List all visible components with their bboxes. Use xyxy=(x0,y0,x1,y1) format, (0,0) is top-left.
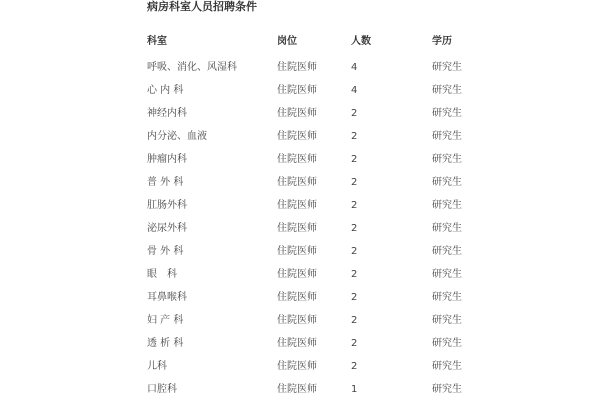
cell-department: 口腔科 xyxy=(147,384,177,395)
cell-position: 住院医师 xyxy=(277,361,317,372)
table-row xyxy=(0,152,600,168)
cell-position: 住院医师 xyxy=(277,246,317,257)
page-title: 病房科室人员招聘条件 xyxy=(147,0,257,13)
cell-position: 住院医师 xyxy=(277,154,317,165)
cell-department: 泌尿外科 xyxy=(147,223,187,234)
table-row xyxy=(0,60,600,76)
header-department: 科室 xyxy=(147,36,167,47)
table-row xyxy=(0,198,600,214)
cell-position: 住院医师 xyxy=(277,338,317,349)
cell-department: 神经内科 xyxy=(147,108,187,119)
cell-education: 研究生 xyxy=(432,108,462,119)
cell-education: 研究生 xyxy=(432,292,462,303)
cell-education: 研究生 xyxy=(432,154,462,165)
cell-count: 2 xyxy=(351,131,358,142)
cell-count: 4 xyxy=(351,62,358,73)
header-count: 人数 xyxy=(351,36,371,47)
table-row xyxy=(0,313,600,329)
cell-count: 2 xyxy=(351,361,358,372)
cell-count: 2 xyxy=(351,200,358,211)
cell-position: 住院医师 xyxy=(277,85,317,96)
cell-department: 妇 产 科 xyxy=(147,315,184,326)
cell-department: 肛肠外科 xyxy=(147,200,187,211)
cell-education: 研究生 xyxy=(432,338,462,349)
cell-position: 住院医师 xyxy=(277,131,317,142)
cell-department: 普 外 科 xyxy=(147,177,184,188)
cell-education: 研究生 xyxy=(432,200,462,211)
cell-department: 心 内 科 xyxy=(147,85,184,96)
cell-education: 研究生 xyxy=(432,177,462,188)
cell-education: 研究生 xyxy=(432,315,462,326)
cell-education: 研究生 xyxy=(432,269,462,280)
cell-count: 2 xyxy=(351,315,358,326)
cell-education: 研究生 xyxy=(432,62,462,73)
cell-department: 骨 外 科 xyxy=(147,246,184,257)
cell-position: 住院医师 xyxy=(277,384,317,395)
cell-education: 研究生 xyxy=(432,223,462,234)
cell-count: 2 xyxy=(351,338,358,349)
cell-count: 2 xyxy=(351,269,358,280)
cell-department: 内分泌、血液 xyxy=(147,131,207,142)
table-header xyxy=(0,34,600,50)
table-row xyxy=(0,106,600,122)
cell-position: 住院医师 xyxy=(277,223,317,234)
table-row xyxy=(0,359,600,375)
table-row xyxy=(0,221,600,237)
cell-position: 住院医师 xyxy=(277,315,317,326)
table-row xyxy=(0,175,600,191)
cell-count: 4 xyxy=(351,85,358,96)
header-position: 岗位 xyxy=(277,36,297,47)
cell-education: 研究生 xyxy=(432,246,462,257)
cell-count: 2 xyxy=(351,223,358,234)
cell-department: 眼 科 xyxy=(147,269,177,280)
cell-education: 研究生 xyxy=(432,85,462,96)
cell-count: 2 xyxy=(351,108,358,119)
cell-education: 研究生 xyxy=(432,361,462,372)
table-row xyxy=(0,244,600,260)
cell-education: 研究生 xyxy=(432,384,462,395)
table-row xyxy=(0,267,600,283)
cell-position: 住院医师 xyxy=(277,62,317,73)
cell-department: 耳鼻喉科 xyxy=(147,292,187,303)
cell-count: 2 xyxy=(351,246,358,257)
table-row xyxy=(0,83,600,99)
cell-position: 住院医师 xyxy=(277,269,317,280)
cell-department: 透 析 科 xyxy=(147,338,184,349)
cell-position: 住院医师 xyxy=(277,177,317,188)
cell-position: 住院医师 xyxy=(277,292,317,303)
cell-position: 住院医师 xyxy=(277,108,317,119)
cell-department: 儿科 xyxy=(147,361,167,372)
cell-department: 呼吸、消化、风湿科 xyxy=(147,62,237,73)
cell-count: 2 xyxy=(351,292,358,303)
table-row xyxy=(0,290,600,306)
table-row xyxy=(0,129,600,145)
cell-department: 肿瘤内科 xyxy=(147,154,187,165)
cell-count: 2 xyxy=(351,154,358,165)
cell-count: 2 xyxy=(351,177,358,188)
cell-education: 研究生 xyxy=(432,131,462,142)
cell-count: 1 xyxy=(351,384,358,395)
cell-position: 住院医师 xyxy=(277,200,317,211)
table-row xyxy=(0,382,600,398)
header-education: 学历 xyxy=(432,36,452,47)
table-row xyxy=(0,336,600,352)
